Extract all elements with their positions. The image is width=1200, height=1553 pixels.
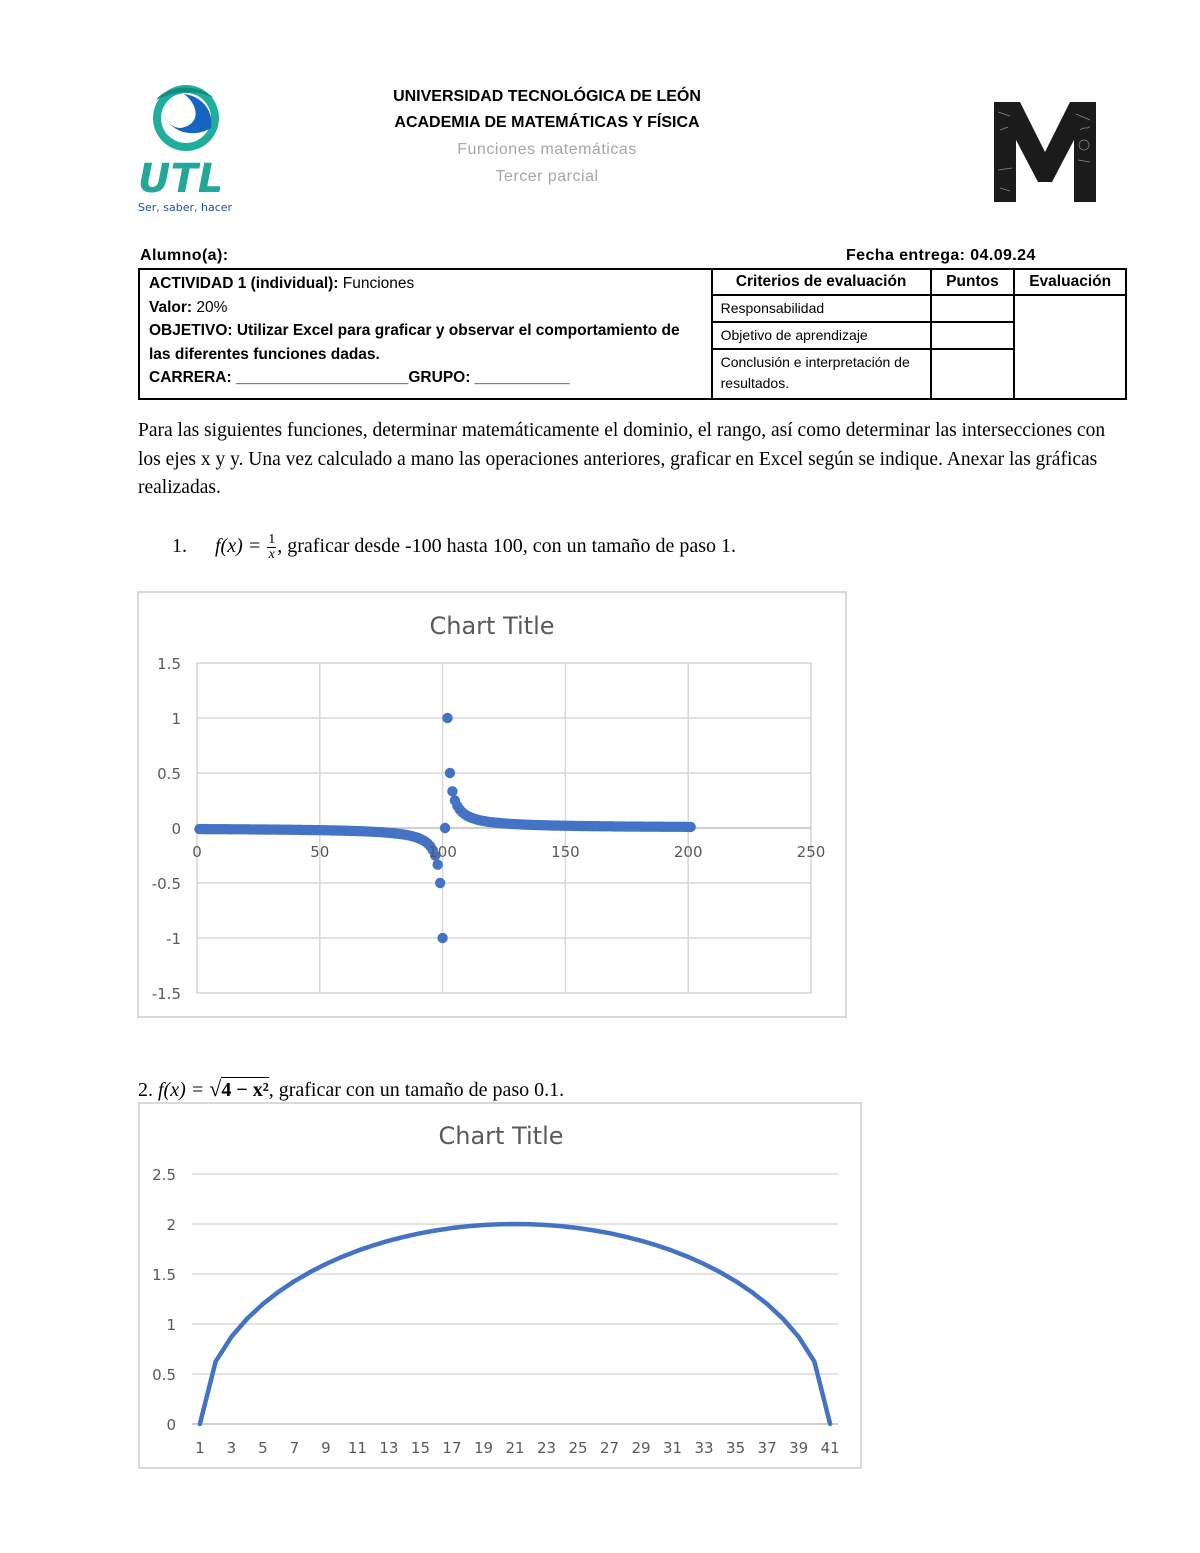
points-header: Puntos: [931, 269, 1015, 295]
data-point: [447, 786, 457, 796]
utl-logo: [136, 80, 246, 215]
question-2-text: , graficar con un tamaño de paso 0.1.: [268, 1079, 565, 1101]
question-1-fraction: [267, 533, 276, 562]
x-tick-label: 41: [820, 1439, 840, 1457]
fraction-denominator: x: [268, 547, 275, 562]
y-tick-label: 0.5: [152, 1366, 176, 1384]
question-2-number: 2.: [138, 1079, 153, 1101]
x-tick-label: 100: [428, 843, 457, 861]
question-1-text: , graficar desde -100 hasta 100, con un tamaño de paso 1.: [277, 535, 736, 558]
y-tick-label: 2: [166, 1216, 176, 1234]
chart-1: [139, 593, 845, 1016]
x-tick-label: 37: [757, 1439, 777, 1457]
points-cell[interactable]: [931, 349, 1015, 399]
question-1: [172, 533, 736, 562]
evaluation-cell[interactable]: [1014, 295, 1126, 399]
academy-title: ACADEMIA DE MATEMÁTICAS Y FÍSICA: [394, 114, 700, 131]
evaluation-header: Evaluación: [1014, 269, 1126, 295]
data-point: [437, 933, 447, 943]
x-tick-label: 3: [226, 1439, 237, 1457]
x-tick-label: 25: [568, 1439, 588, 1457]
activity-objective: OBJETIVO: Utilizar Excel para graficar y observar el comportamiento de las diferentes funciones dadas.: [149, 322, 680, 363]
x-tick-label: 21: [505, 1439, 525, 1457]
criteria-item: Responsabilidad: [712, 295, 931, 322]
chart-1-title: Chart Title: [429, 612, 555, 640]
x-tick-label: 200: [673, 843, 703, 861]
x-tick-label: 33: [694, 1439, 714, 1457]
x-tick-label: 27: [599, 1439, 620, 1457]
data-point: [685, 822, 695, 832]
question-1-function: f(x) =: [215, 535, 262, 558]
x-tick-label: 19: [473, 1439, 494, 1457]
criteria-header: Criterios de evaluación: [712, 269, 931, 295]
activity-table: [138, 268, 1127, 400]
x-tick-label: 39: [789, 1439, 809, 1457]
y-tick-label: 2.5: [152, 1166, 176, 1184]
chart-2: [140, 1104, 860, 1467]
chart-1-container: [137, 591, 847, 1018]
x-tick-label: 5: [258, 1439, 268, 1457]
y-tick-label: 0: [171, 820, 181, 838]
data-point: [442, 713, 452, 723]
delivery-date: Fecha entrega: 04.09.24: [846, 247, 1036, 264]
x-tick-label: 7: [289, 1439, 300, 1457]
activity-cell: [139, 269, 712, 399]
x-tick-label: 1: [195, 1439, 205, 1457]
x-tick-label: 29: [631, 1439, 651, 1457]
utl-logo-text: UTL: [138, 156, 224, 202]
sqrt-icon: √: [209, 1076, 222, 1101]
data-point: [435, 878, 445, 888]
x-tick-label: 0: [192, 843, 202, 861]
x-tick-label: 13: [379, 1439, 399, 1457]
subject-title: Funciones matemáticas: [457, 141, 637, 158]
question-2-function: f(x) =: [158, 1079, 205, 1101]
fraction-numerator: 1: [268, 532, 276, 547]
question-1-number: 1.: [172, 535, 187, 558]
chart-2-container: [138, 1102, 862, 1469]
points-cell[interactable]: [931, 322, 1015, 349]
y-tick-label: 1: [171, 710, 181, 728]
x-tick-label: 11: [347, 1439, 367, 1457]
y-tick-label: -1.5: [151, 985, 181, 1003]
x-tick-label: 9: [321, 1439, 331, 1457]
criteria-item: Objetivo de aprendizaje: [712, 322, 931, 349]
x-tick-label: 23: [536, 1439, 557, 1457]
term-title: Tercer parcial: [495, 168, 599, 185]
x-tick-label: 31: [663, 1439, 683, 1457]
points-cell[interactable]: [931, 295, 1015, 322]
data-point: [432, 859, 442, 869]
y-tick-label: 1.5: [157, 655, 181, 673]
y-tick-label: 1.5: [152, 1266, 176, 1284]
x-tick-label: 50: [310, 843, 330, 861]
activity-career-group: CARRERA: ____________________GRUPO: ___________: [149, 369, 570, 386]
math-m-logo-graphic: [990, 100, 1100, 204]
question-2-radicand: 4 − x²: [221, 1079, 269, 1101]
question-2: [138, 1076, 564, 1102]
data-point: [445, 768, 455, 778]
activity-title: ACTIVIDAD 1 (individual): Funciones: [149, 275, 415, 292]
student-label: Alumno(a):: [140, 247, 229, 264]
university-title: UNIVERSIDAD TECNOLÓGICA DE LEÓN: [393, 88, 701, 105]
x-tick-label: 15: [410, 1439, 431, 1457]
chart-2-title: Chart Title: [438, 1122, 564, 1150]
x-tick-label: 250: [796, 843, 826, 861]
y-tick-label: -0.5: [151, 875, 181, 893]
y-tick-label: 0: [166, 1416, 176, 1434]
y-tick-label: 1: [166, 1316, 176, 1334]
x-tick-label: 17: [442, 1439, 462, 1457]
criteria-item: Conclusión e interpretación de resultados.: [712, 349, 931, 399]
y-tick-label: 0.5: [157, 765, 181, 783]
math-m-logo: [990, 100, 1100, 204]
y-tick-label: -1: [166, 930, 181, 948]
math-m-logo-letter: [1045, 139, 1046, 140]
x-tick-label: 150: [551, 843, 580, 861]
utl-logo-tagline: Ser, saber, hacer: [138, 201, 233, 214]
x-tick-label: 35: [726, 1439, 746, 1457]
data-point: [440, 823, 450, 833]
instructions-paragraph: Para las siguientes funciones, determinar matemáticamente el dominio, el rango, así como determinar las intersecciones con los ejes x y y. Una vez calculado a mano las operaciones anteriores, graficar en Excel según se indique. Anexar las gráficas realizadas.: [138, 420, 1106, 498]
activity-value: Valor: 20%: [149, 298, 228, 316]
utl-logo-graphic: [136, 80, 246, 215]
